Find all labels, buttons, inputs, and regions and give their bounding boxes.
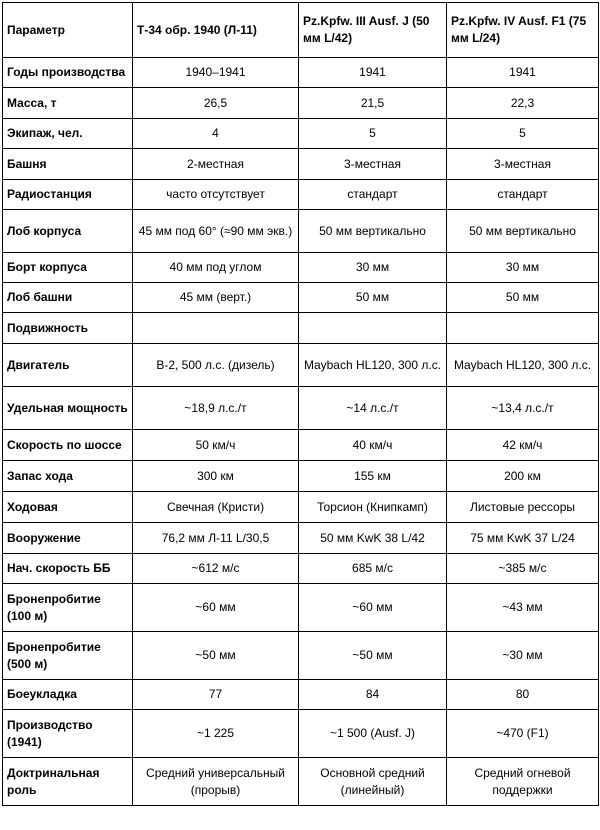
param-cell: Годы производства [3,58,133,88]
value-cell: 50 мм KwK 38 L/42 [299,523,447,554]
table-row [3,58,599,88]
table-row [3,461,599,492]
value-cell: 80 [447,680,599,710]
value-cell: 5 [447,119,599,149]
value-cell: 22,3 [447,88,599,119]
value-cell: В-2, 500 л.с. (дизель) [133,344,299,387]
table-row [3,210,599,253]
value-cell [447,313,599,344]
value-cell: ~60 мм [299,584,447,632]
value-cell: 84 [299,680,447,710]
value-cell: 21,5 [299,88,447,119]
param-cell: Нач. скорость ББ [3,554,133,584]
header-cell: Параметр [3,3,133,58]
value-cell: ~470 (F1) [447,710,599,758]
value-cell: 300 км [133,461,299,492]
param-cell: Боеукладка [3,680,133,710]
value-cell: 50 мм [299,283,447,313]
value-cell: 45 мм (верт.) [133,283,299,313]
param-cell: Доктринальная роль [3,758,133,806]
table-row [3,88,599,119]
value-cell: 2-местная [133,149,299,180]
table-row [3,119,599,149]
table-header-row [3,3,599,58]
table-row [3,554,599,584]
table-row [3,149,599,180]
value-cell: 4 [133,119,299,149]
param-cell: Борт корпуса [3,253,133,283]
value-cell: 42 км/ч [447,430,599,461]
value-cell: 45 мм под 60° (≈90 мм экв.) [133,210,299,253]
value-cell: 77 [133,680,299,710]
value-cell: 200 км [447,461,599,492]
value-cell: Торсион (Книпкамп) [299,492,447,523]
table-row [3,253,599,283]
value-cell: ~14 л.с./т [299,387,447,430]
value-cell: ~50 мм [299,632,447,680]
value-cell: 76,2 мм Л-11 L/30,5 [133,523,299,554]
param-cell: Башня [3,149,133,180]
table-row [3,180,599,210]
value-cell: ~60 мм [133,584,299,632]
param-cell: Скорость по шоссе [3,430,133,461]
value-cell: ~612 м/с [133,554,299,584]
param-cell: Радиостанция [3,180,133,210]
table-row [3,344,599,387]
header-cell: Pz.Kpfw. III Ausf. J (50 мм L/42) [299,3,447,58]
table-row [3,313,599,344]
table-row [3,632,599,680]
value-cell: ~1 225 [133,710,299,758]
value-cell: 50 мм вертикально [447,210,599,253]
value-cell: 3-местная [299,149,447,180]
value-cell: Основной средний (линейный) [299,758,447,806]
table-row [3,758,599,806]
value-cell: Maybach HL120, 300 л.с. [447,344,599,387]
table-row [3,710,599,758]
value-cell: ~1 500 (Ausf. J) [299,710,447,758]
value-cell: 1941 [447,58,599,88]
value-cell: Свечная (Кристи) [133,492,299,523]
value-cell: 5 [299,119,447,149]
value-cell: 40 км/ч [299,430,447,461]
param-cell: Лоб корпуса [3,210,133,253]
value-cell: 685 м/с [299,554,447,584]
value-cell: ~30 мм [447,632,599,680]
value-cell: ~18,9 л.с./т [133,387,299,430]
value-cell: 1940–1941 [133,58,299,88]
param-cell: Масса, т [3,88,133,119]
table-row [3,523,599,554]
value-cell: 1941 [299,58,447,88]
table-row [3,584,599,632]
value-cell: ~385 м/с [447,554,599,584]
param-cell: Вооружение [3,523,133,554]
table-row [3,283,599,313]
value-cell: часто отсутствует [133,180,299,210]
value-cell: стандарт [299,180,447,210]
value-cell: 26,5 [133,88,299,119]
value-cell: 3-местная [447,149,599,180]
value-cell: ~43 мм [447,584,599,632]
param-cell: Бронепробитие (500 м) [3,632,133,680]
value-cell [133,313,299,344]
tank-comparison-table [2,2,599,806]
value-cell: Листовые рессоры [447,492,599,523]
param-cell: Экипаж, чел. [3,119,133,149]
param-cell: Удельная мощность [3,387,133,430]
table-row [3,387,599,430]
value-cell: ~13,4 л.с./т [447,387,599,430]
value-cell: Maybach HL120, 300 л.с. [299,344,447,387]
value-cell: 75 мм KwK 37 L/24 [447,523,599,554]
param-cell: Производство (1941) [3,710,133,758]
param-cell: Ходовая [3,492,133,523]
value-cell: Средний универсальный (прорыв) [133,758,299,806]
value-cell: Средний огневой поддержки [447,758,599,806]
value-cell: стандарт [447,180,599,210]
value-cell [299,313,447,344]
header-cell: Т-34 обр. 1940 (Л-11) [133,3,299,58]
header-cell: Pz.Kpfw. IV Ausf. F1 (75 мм L/24) [447,3,599,58]
value-cell: 50 мм вертикально [299,210,447,253]
param-cell: Запас хода [3,461,133,492]
param-cell: Подвижность [3,313,133,344]
value-cell: ~50 мм [133,632,299,680]
value-cell: 155 км [299,461,447,492]
param-cell: Двигатель [3,344,133,387]
param-cell: Лоб башни [3,283,133,313]
value-cell: 50 км/ч [133,430,299,461]
value-cell: 50 мм [447,283,599,313]
value-cell: 30 мм [447,253,599,283]
table-row [3,492,599,523]
table-row [3,430,599,461]
value-cell: 40 мм под углом [133,253,299,283]
value-cell: 30 мм [299,253,447,283]
table-row [3,680,599,710]
param-cell: Бронепробитие (100 м) [3,584,133,632]
